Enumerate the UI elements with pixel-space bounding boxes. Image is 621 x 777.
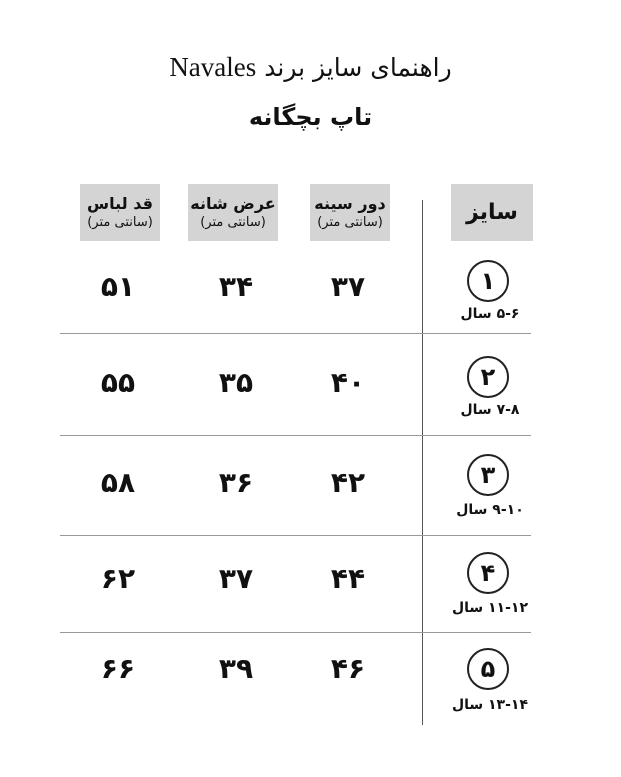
shoulder-value: ۳۴	[218, 270, 254, 303]
chest-value: ۳۷	[330, 270, 366, 303]
header-shoulder	[188, 184, 278, 241]
chest-value: ۴۰	[330, 366, 366, 399]
length-value: ۵۵	[100, 366, 136, 399]
shoulder-value: ۳۵	[218, 366, 254, 399]
shoulder-value: ۳۹	[218, 652, 254, 685]
length-value: ۵۱	[100, 270, 136, 303]
age-range: ۹-۱۰ سال	[456, 502, 524, 518]
size-badge: ۴	[467, 552, 509, 594]
page-subtitle: تاپ بچگانه	[248, 103, 373, 131]
header-shoulder-label: عرض شانه	[190, 193, 276, 213]
shoulder-value: ۳۷	[218, 562, 254, 595]
title-prefix: راهنمای سایز برند	[264, 53, 452, 82]
length-value: ۵۸	[100, 466, 136, 499]
header-size: سایز	[451, 184, 533, 241]
chest-value: ۴۲	[330, 466, 366, 499]
header-chest	[310, 184, 390, 241]
header-length-unit: (سانتی متر)	[87, 214, 153, 230]
header-chest-unit: (سانتی متر)	[317, 214, 383, 230]
age-range: ۱۱-۱۲ سال	[451, 600, 529, 616]
size-badge: ۱	[467, 260, 509, 302]
shoulder-value: ۳۶	[218, 466, 254, 499]
header-shoulder-unit: (سانتی متر)	[200, 214, 266, 230]
row-divider	[60, 535, 531, 536]
column-divider	[422, 200, 423, 725]
age-range: ۵-۶ سال	[460, 306, 520, 322]
age-range: ۱۳-۱۴ سال	[451, 697, 529, 713]
header-length	[80, 184, 160, 241]
brand-name: Navales	[169, 52, 257, 82]
row-divider	[60, 435, 531, 436]
row-divider	[60, 333, 531, 334]
age-range: ۷-۸ سال	[460, 402, 520, 418]
chest-value: ۴۶	[330, 652, 366, 685]
length-value: ۶۲	[100, 562, 136, 595]
row-divider	[60, 632, 531, 633]
size-badge: ۳	[467, 454, 509, 496]
header-length-label: قد لباس	[87, 193, 153, 213]
page-title	[0, 52, 621, 83]
header-chest-label: دور سینه	[314, 193, 386, 213]
chest-value: ۴۴	[330, 562, 366, 595]
size-badge: ۲	[467, 356, 509, 398]
size-badge: ۵	[467, 648, 509, 690]
length-value: ۶۶	[100, 652, 136, 685]
